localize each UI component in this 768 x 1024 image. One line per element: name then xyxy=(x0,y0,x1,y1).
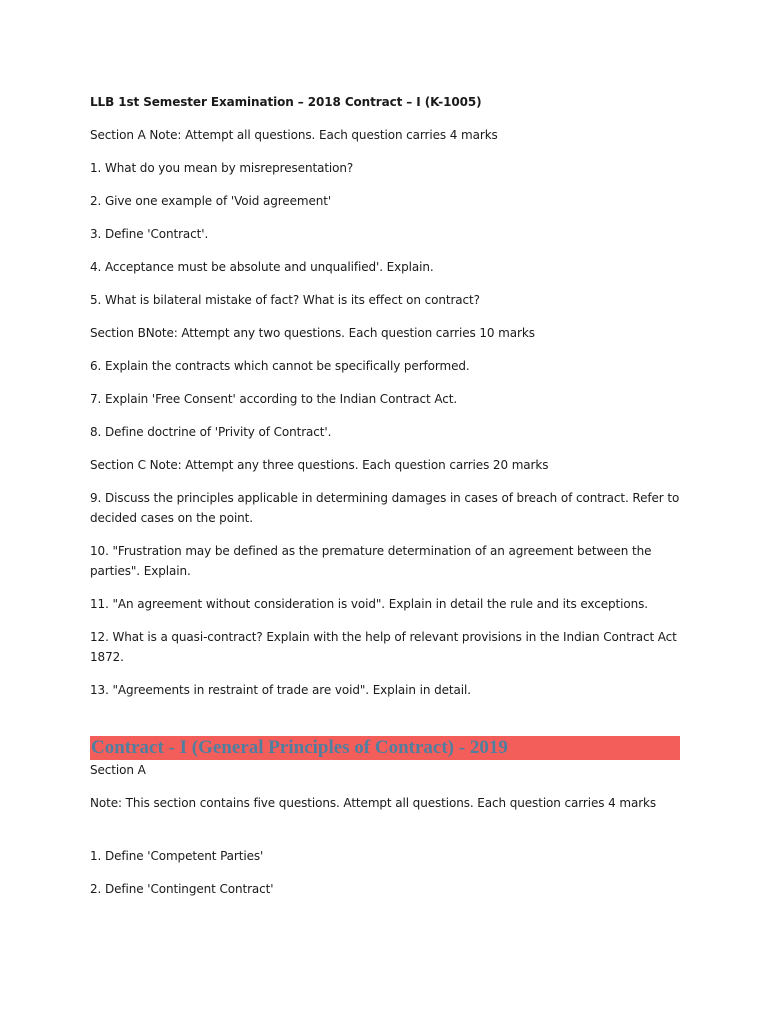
question-item: 6. Explain the contracts which cannot be specifically performed. xyxy=(90,359,470,373)
section-b-note: Section BNote: Attempt any two questions. Each question carries 10 marks xyxy=(90,326,535,340)
section-a-note: Section A Note: Attempt all questions. Each question carries 4 marks xyxy=(90,128,498,142)
question-item: 7. Explain 'Free Consent' according to the Indian Contract Act. xyxy=(90,392,458,406)
question-item: 2. Give one example of 'Void agreement' xyxy=(90,194,332,208)
section-a-note-2019: Note: This section contains five questions. Attempt all questions. Each question carries 4 marks xyxy=(90,796,657,810)
section-c-note: Section C Note: Attempt any three questions. Each question carries 20 marks xyxy=(90,458,549,472)
question-item: 12. What is a quasi-contract? Explain with the help of relevant provisions in the Indian Contract Act 1872. xyxy=(90,630,677,664)
question-item: 5. What is bilateral mistake of fact? What is its effect on contract? xyxy=(90,293,480,307)
question-item: 8. Define doctrine of 'Privity of Contract'. xyxy=(90,425,332,439)
question-item: 9. Discuss the principles applicable in determining damages in cases of breach of contract. Refer to decided cases on the point. xyxy=(90,491,680,525)
question-item: 13. "Agreements in restraint of trade are void". Explain in detail. xyxy=(90,683,471,697)
blank-line xyxy=(90,826,680,846)
question-item: 2. Define 'Contingent Contract' xyxy=(90,882,274,896)
question-item: 1. What do you mean by misrepresentation? xyxy=(90,161,354,175)
question-item: 1. Define 'Competent Parties' xyxy=(90,849,264,863)
question-item: 11. "An agreement without consideration is void". Explain in detail the rule and its exceptions. xyxy=(90,597,648,611)
question-item: 3. Define 'Contract'. xyxy=(90,227,209,241)
exam-2018-title: LLB 1st Semester Examination – 2018 Contract – I (K-1005) xyxy=(90,95,482,109)
question-item: 10. "Frustration may be defined as the premature determination of an agreement between the parties". Explain. xyxy=(90,544,652,578)
section-a-label: Section A xyxy=(90,763,146,777)
question-item: 4. Acceptance must be absolute and unqualified'. Explain. xyxy=(90,260,434,274)
exam-2019-heading: Contract - I (General Principles of Contract) - 2019 xyxy=(90,736,680,760)
document-page xyxy=(90,92,680,912)
